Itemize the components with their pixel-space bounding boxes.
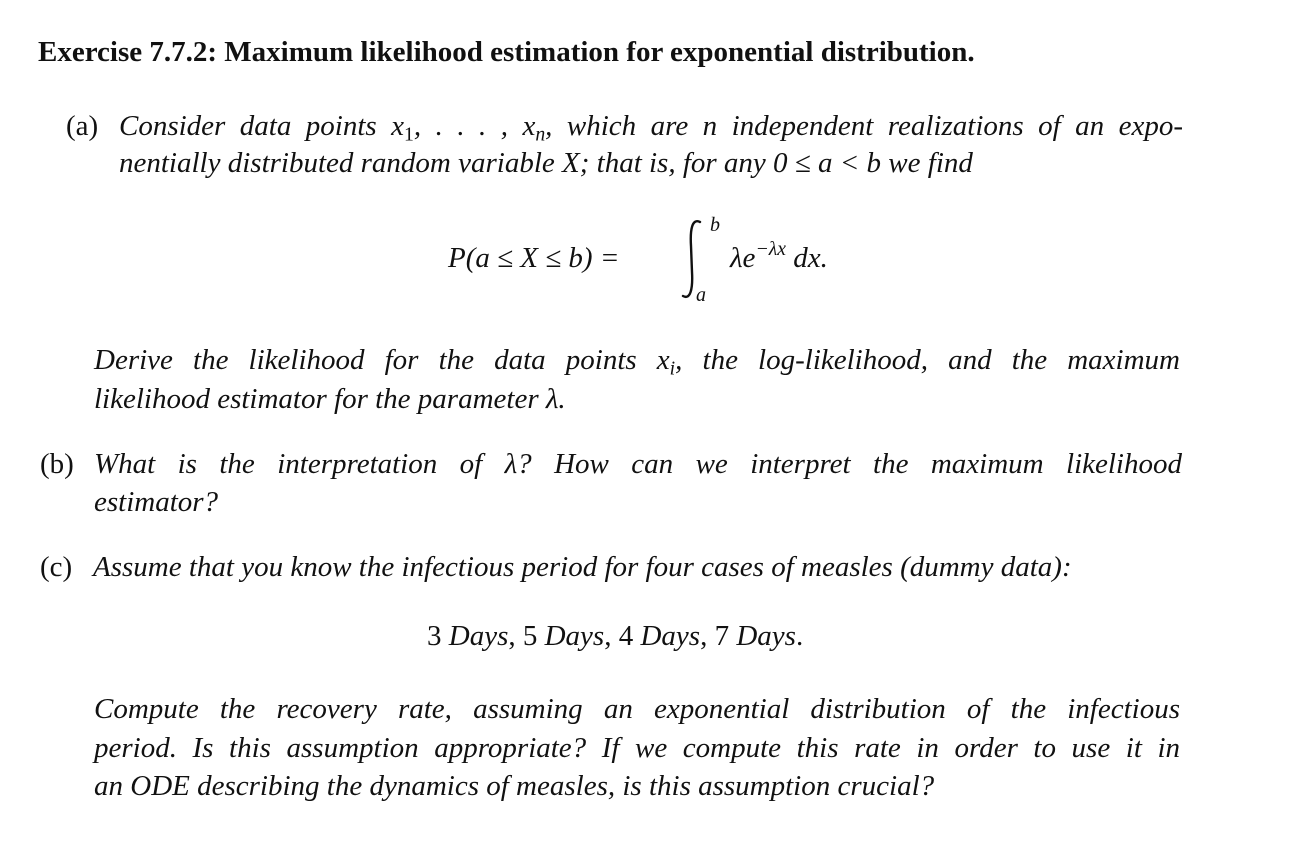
part-a-intro-text: Consider data points: [119, 110, 392, 142]
part-c-label: (c): [40, 551, 73, 583]
integrand-exponent: −λx: [755, 237, 787, 260]
integrand: [730, 237, 828, 275]
data-value: 7: [714, 620, 730, 652]
data-separator: ,: [700, 620, 715, 652]
var-xn: x: [522, 110, 536, 142]
task-text-end: , the log-likelihood, and the maximum: [675, 344, 1180, 376]
var-x1: x: [391, 110, 405, 142]
part-c-question-line-3: an ODE describing the dynamics of measles, is this assumption crucial?: [94, 770, 935, 802]
integral-lower-bound: a: [696, 284, 706, 306]
task-text: Derive the likelihood for the data points x: [94, 344, 670, 376]
data-separator: .: [795, 620, 804, 652]
part-c-question-line-2: period. Is this assumption appropriate? If we compute this rate in order to use it in: [94, 732, 1180, 764]
part-b-line-2: estimator?: [94, 486, 219, 518]
probability-formula: [448, 212, 888, 308]
part-a-label: (a): [66, 110, 99, 142]
part-b-label: (b): [40, 448, 74, 480]
data-unit: Days: [544, 620, 605, 652]
var-xn-subscript: n: [535, 123, 546, 146]
data-value: 5: [522, 620, 538, 652]
ellipsis: , . . . ,: [413, 110, 523, 142]
data-value: 4: [618, 620, 634, 652]
data-value: 3: [427, 620, 442, 652]
integral-upper-bound: b: [710, 214, 720, 236]
data-separator: ,: [604, 620, 619, 652]
integrand-base: λe: [730, 242, 756, 274]
infectious-period-data: [427, 620, 803, 653]
part-c-line-1: Assume that you know the infectious period for four cases of measles (dummy data):: [93, 551, 1072, 583]
part-a-intro-text-end: , which are n independent realizations of an expo-: [545, 110, 1183, 142]
data-unit: Days: [736, 620, 796, 652]
data-unit: Days: [640, 620, 701, 652]
part-a-intro-line-2: nentially distributed random variable X; that is, for any 0 ≤ a < b we find: [119, 147, 973, 179]
var-x1-subscript: 1: [404, 123, 414, 146]
differential: dx.: [786, 242, 828, 274]
data-separator: ,: [508, 620, 523, 652]
part-a-intro-line-1: [119, 110, 1183, 146]
data-unit: Days: [448, 620, 509, 652]
var-xi-subscript: i: [669, 357, 676, 380]
part-a-task-line-1: [94, 344, 1180, 380]
formula-lhs: P(a ≤ X ≤ b) =: [448, 242, 620, 274]
part-b-line-1: What is the interpretation of λ? How can we interpret the maximum likelihood: [94, 448, 1182, 480]
part-a-task-line-2: likelihood estimator for the parameter λ.: [94, 383, 566, 415]
exercise-title: Exercise 7.7.2: Maximum likelihood estimation for exponential distribution.: [38, 36, 975, 68]
part-c-question-line-1: Compute the recovery rate, assuming an exponential distribution of the infectious: [94, 693, 1180, 725]
